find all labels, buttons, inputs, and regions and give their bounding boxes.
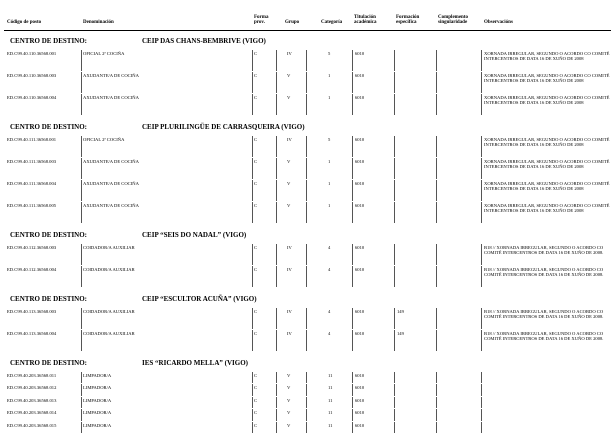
column-divider [352, 158, 353, 179]
cell-grupo: V [287, 95, 291, 100]
cell-tit: 6010 [355, 373, 365, 378]
header-denominacion: Denominación [83, 20, 114, 25]
cell-code: ED.C99.40.203.36568.011 [7, 373, 57, 378]
cell-grupo: V [287, 397, 291, 403]
section-label: CENTRO DE DESTINO: [10, 359, 88, 367]
header-titulacion-line1: Titulación [354, 15, 376, 20]
column-divider [436, 50, 437, 71]
column-divider [352, 136, 353, 157]
cell-grupo: V [287, 73, 291, 78]
column-divider [394, 158, 395, 179]
column-divider [81, 372, 82, 383]
cell-forma: C [254, 159, 258, 164]
column-divider [352, 266, 353, 287]
cell-den: AXUDANTE/A DE COCIÑA [83, 73, 139, 78]
cell-obs: B18 // XORNADA IRREGULAR, SEGUNDO O ACORDO CO COMITÉ INTERCENTROS DE DATA 16 DE XUÑO DE 2008. [484, 245, 604, 255]
cell-tit: 6010 [355, 51, 365, 56]
cell-code: ED.C99.40.110.36568.003 [7, 73, 57, 78]
table-row [0, 266, 615, 288]
column-divider [481, 72, 482, 93]
cell-code: ED.C99.40.113.36568.004 [7, 331, 57, 336]
column-divider [436, 422, 437, 433]
table-row [0, 50, 615, 72]
column-divider [252, 409, 253, 420]
column-divider [81, 330, 82, 351]
table-row [0, 409, 615, 421]
section-label: CENTRO DE DESTINO: [10, 123, 88, 131]
column-divider [276, 244, 277, 265]
section-label: CENTRO DE DESTINO: [10, 37, 88, 45]
table-row [0, 422, 615, 434]
cell-den: OFICIAL 2ª COCIÑA [83, 137, 125, 142]
column-divider [306, 72, 307, 93]
column-divider [436, 202, 437, 223]
column-divider [276, 308, 277, 329]
column-divider [306, 372, 307, 383]
column-divider [252, 136, 253, 157]
cell-code: ED.C99.40.111.36568.001 [7, 137, 57, 142]
cell-tit: 6010 [355, 137, 365, 142]
column-divider [276, 94, 277, 115]
cell-tit: 6010 [355, 159, 365, 164]
cell-grupo: IV [287, 331, 292, 336]
column-divider [352, 409, 353, 420]
column-divider [306, 397, 307, 408]
column-divider [276, 409, 277, 420]
column-divider [252, 180, 253, 201]
column-divider [436, 158, 437, 179]
cell-den: COIDADOR/A AUXILIAR [83, 245, 135, 250]
cell-obs: B18 // XORNADA IRREGULAR, SEGUNDO O ACORDO CO COMITÉ INTERCENTROS DE DATA 16 DE XUÑO DE 2008. [484, 331, 604, 341]
column-divider [252, 397, 253, 408]
header-observaciones: Observacións [484, 20, 513, 25]
column-divider [276, 384, 277, 395]
column-divider [481, 244, 482, 265]
column-divider [81, 180, 82, 201]
column-divider [81, 244, 82, 265]
cell-tit: 6010 [355, 410, 365, 416]
column-divider [252, 50, 253, 71]
cell-code: ED.C99.40.110.36568.004 [7, 95, 57, 100]
cell-tit: 6010 [355, 245, 365, 250]
cell-den: LIMPADOR/A [83, 385, 112, 391]
cell-tit: 6010 [355, 203, 365, 208]
column-divider [306, 384, 307, 395]
cell-obs: XORNADA IRREGULAR, SEGUNDO O ACORDO CO COMITÉ INTERCENTROS DE DATA 16 DE XUÑO DE 2008 [484, 137, 610, 147]
header-forma-line2: prov. [254, 20, 265, 25]
table-row [0, 202, 615, 224]
cell-tit: 6010 [355, 331, 365, 336]
column-divider [394, 180, 395, 201]
column-divider [252, 266, 253, 287]
cell-cat: 11 [328, 397, 333, 403]
cell-cat: 11 [328, 373, 333, 378]
column-divider [436, 72, 437, 93]
cell-tit: 6010 [355, 397, 365, 403]
column-divider [81, 94, 82, 115]
column-divider [306, 244, 307, 265]
column-divider [81, 266, 82, 287]
cell-grupo: V [287, 181, 291, 186]
section-header [0, 118, 615, 132]
column-divider [436, 136, 437, 157]
column-divider [81, 422, 82, 433]
column-divider [394, 422, 395, 433]
table-row [0, 384, 615, 396]
cell-grupo: V [287, 385, 291, 391]
cell-forma: C [254, 422, 258, 428]
cell-forma: C [254, 73, 258, 78]
column-divider [276, 180, 277, 201]
column-divider [436, 330, 437, 351]
cell-den: COIDADOR/A AUXILIAR [83, 331, 135, 336]
cell-code: ED.C99.40.111.36568.005 [7, 203, 57, 208]
column-divider [276, 136, 277, 157]
cell-den: AXUDANTE/A DE COCIÑA [83, 95, 139, 100]
section-header [0, 290, 615, 304]
cell-code: ED.C99.40.111.36568.004 [7, 181, 57, 186]
column-divider [252, 422, 253, 433]
column-divider [436, 397, 437, 408]
section-center-name: CEIP DAS CHANS-BEMBRIVE (VIGO) [142, 37, 266, 45]
section-header [0, 32, 615, 46]
column-divider [436, 384, 437, 395]
column-divider [306, 136, 307, 157]
column-divider [352, 422, 353, 433]
cell-forma: C [254, 95, 258, 100]
cell-cat: 4 [328, 245, 331, 250]
column-divider [276, 202, 277, 223]
cell-cat: 1 [328, 203, 331, 208]
cell-cat: 5 [328, 137, 331, 142]
cell-code: ED.C99.40.112.36568.004 [7, 267, 57, 272]
cell-obs: XORNADA IRREGULAR, SEGUNDO O ACORDO CO COMITÉ INTERCENTROS DE DATA 16 DE XUÑO DE 2008 [484, 95, 610, 105]
cell-grupo: V [287, 422, 291, 428]
column-divider [276, 266, 277, 287]
column-divider [252, 244, 253, 265]
column-divider [436, 409, 437, 420]
column-divider [252, 94, 253, 115]
cell-cat: 1 [328, 73, 331, 78]
table-row [0, 308, 615, 330]
column-divider [81, 397, 82, 408]
column-divider [81, 136, 82, 157]
cell-den: AXUDANTE/A DE COCIÑA [83, 203, 139, 208]
column-divider [306, 50, 307, 71]
column-divider [81, 158, 82, 179]
column-divider [481, 202, 482, 223]
column-divider [436, 180, 437, 201]
header-complemento-line2: singularidade [438, 20, 468, 25]
table-row [0, 180, 615, 202]
column-divider [436, 308, 437, 329]
cell-den: AXUDANTE/A DE COCIÑA [83, 159, 139, 164]
cell-cat: 4 [328, 267, 331, 272]
column-divider [481, 330, 482, 351]
column-divider [394, 50, 395, 71]
cell-den: LIMPADOR/A [83, 397, 112, 403]
cell-tit: 6010 [355, 73, 365, 78]
cell-code: ED.C99.40.203.36568.015 [7, 422, 57, 428]
column-divider [352, 202, 353, 223]
cell-grupo: V [287, 410, 291, 416]
column-divider [276, 330, 277, 351]
column-divider [352, 94, 353, 115]
column-divider [306, 266, 307, 287]
column-divider [252, 158, 253, 179]
cell-forma: C [254, 203, 258, 208]
cell-tit: 6010 [355, 267, 365, 272]
cell-tit: 6010 [355, 309, 365, 314]
cell-cat: 4 [328, 309, 331, 314]
column-divider [352, 244, 353, 265]
column-divider [252, 308, 253, 329]
cell-grupo: V [287, 159, 291, 164]
cell-obs: B18 // XORNADA IRREGULAR, SEGUNDO O ACORDO CO COMITÉ INTERCENTROS DE DATA 16 DE XUÑO DE 2008. [484, 309, 604, 319]
column-divider [252, 202, 253, 223]
column-divider [481, 158, 482, 179]
column-divider [481, 409, 482, 420]
table-row [0, 136, 615, 158]
column-divider [276, 422, 277, 433]
column-divider [481, 422, 482, 433]
cell-obs: XORNADA IRREGULAR, SEGUNDO O ACORDO CO COMITÉ INTERCENTROS DE DATA 16 DE XUÑO DE 2008 [484, 159, 610, 169]
column-divider [306, 94, 307, 115]
column-divider [276, 372, 277, 383]
column-divider [352, 372, 353, 383]
column-divider [481, 397, 482, 408]
column-divider [306, 422, 307, 433]
cell-cat: 4 [328, 331, 331, 336]
table-row [0, 330, 615, 352]
column-divider [352, 308, 353, 329]
column-divider [81, 72, 82, 93]
cell-den: LIMPADOR/A [83, 422, 112, 428]
section-center-name: CEIP “SEIS DO NADAL” (VIGO) [142, 231, 247, 239]
cell-obs: XORNADA IRREGULAR, SEGUNDO O ACORDO CO COMITÉ INTERCENTROS DE DATA 16 DE XUÑO DE 2008 [484, 73, 610, 83]
cell-forma: C [254, 309, 258, 314]
cell-tit: 6010 [355, 385, 365, 391]
header-titulacion-line2: académica [354, 20, 377, 25]
cell-forma: C [254, 397, 258, 403]
cell-code: ED.C99.40.203.36568.012 [7, 385, 57, 391]
header-codigo: Código de posto [7, 20, 42, 25]
cell-obs: XORNADA IRREGULAR, SEGUNDO O ACORDO CO COMITÉ INTERCENTROS DE DATA 16 DE XUÑO DE 2008 [484, 181, 610, 191]
cell-cat: 1 [328, 95, 331, 100]
column-divider [394, 266, 395, 287]
column-divider [352, 72, 353, 93]
cell-den: LIMPADOR/A [83, 373, 112, 378]
column-divider [481, 136, 482, 157]
column-divider [394, 409, 395, 420]
table-row [0, 72, 615, 94]
header-grupo: Grupo [285, 20, 300, 25]
cell-forma: C [254, 373, 258, 378]
column-divider [81, 384, 82, 395]
table-row [0, 158, 615, 180]
cell-forma: C [254, 267, 258, 272]
column-divider [394, 72, 395, 93]
table-row [0, 397, 615, 409]
column-divider [352, 330, 353, 351]
section-header [0, 226, 615, 240]
column-divider [394, 308, 395, 329]
column-divider [81, 409, 82, 420]
cell-code: ED.C99.40.203.36568.014 [7, 410, 57, 416]
cell-den: AXUDANTE/A DE COCIÑA [83, 181, 139, 186]
cell-code: ED.C99.40.110.36568.001 [7, 51, 57, 56]
cell-obs: XORNADA IRREGULAR, SEGUNDO O ACORDO CO COMITÉ INTERCENTROS DE DATA 16 DE XUÑO DE 2008 [484, 51, 610, 61]
column-divider [394, 330, 395, 351]
cell-forma: C [254, 181, 258, 186]
column-divider [276, 397, 277, 408]
column-divider [306, 158, 307, 179]
column-divider [481, 266, 482, 287]
column-divider [276, 72, 277, 93]
cell-forma: C [254, 51, 258, 56]
cell-code: ED.C99.40.113.36568.003 [7, 309, 57, 314]
table-row [0, 372, 615, 384]
table-header [0, 10, 615, 32]
column-divider [252, 330, 253, 351]
column-divider [481, 308, 482, 329]
column-divider [276, 158, 277, 179]
cell-den: COIDADOR/A AUXILIAR [83, 309, 135, 314]
column-divider [394, 94, 395, 115]
column-divider [252, 72, 253, 93]
column-divider [394, 136, 395, 157]
column-divider [352, 180, 353, 201]
header-categoria: Categoría [321, 20, 343, 25]
section-label: CENTRO DE DESTINO: [10, 295, 88, 303]
column-divider [81, 308, 82, 329]
column-divider [276, 50, 277, 71]
column-divider [352, 397, 353, 408]
section-center-name: IES “RICARDO MELLA” (VIGO) [142, 359, 248, 367]
cell-form: 149 [397, 309, 404, 314]
cell-cat: 1 [328, 159, 331, 164]
column-divider [436, 94, 437, 115]
column-divider [394, 202, 395, 223]
cell-grupo: V [287, 373, 291, 378]
column-divider [481, 372, 482, 383]
column-divider [481, 180, 482, 201]
header-formacion-line2: específica [396, 20, 417, 25]
cell-cat: 11 [328, 422, 333, 428]
cell-cat: 5 [328, 51, 331, 56]
column-divider [306, 308, 307, 329]
header-rule [4, 30, 611, 31]
column-divider [436, 244, 437, 265]
cell-den: COIDADOR/A AUXILIAR [83, 267, 135, 272]
cell-code: ED.C99.40.112.36568.003 [7, 245, 57, 250]
column-divider [306, 180, 307, 201]
section-center-name: CEIP PLURILINGÜE DE CARRASQUEIRA (VIGO) [142, 123, 305, 131]
column-divider [306, 409, 307, 420]
cell-forma: C [254, 331, 258, 336]
cell-grupo: IV [287, 137, 292, 142]
cell-grupo: IV [287, 267, 292, 272]
cell-form: 149 [397, 331, 404, 336]
cell-grupo: V [287, 203, 291, 208]
cell-cat: 1 [328, 181, 331, 186]
column-divider [81, 202, 82, 223]
column-divider [252, 384, 253, 395]
cell-grupo: IV [287, 309, 292, 314]
table-row [0, 244, 615, 266]
cell-grupo: IV [287, 245, 292, 250]
column-divider [481, 384, 482, 395]
cell-cat: 11 [328, 385, 333, 391]
header-complemento-line1: Complemento [438, 15, 468, 20]
cell-den: LIMPADOR/A [83, 410, 112, 416]
column-divider [306, 202, 307, 223]
cell-tit: 6010 [355, 95, 365, 100]
header-forma-line1: Forma [254, 15, 269, 20]
section-header [0, 354, 615, 368]
cell-grupo: IV [287, 51, 292, 56]
table-row [0, 94, 615, 116]
column-divider [352, 384, 353, 395]
section-center-name: CEIP “ESCULTOR ACUÑA” (VIGO) [142, 295, 257, 303]
column-divider [306, 330, 307, 351]
cell-forma: C [254, 385, 258, 391]
cell-obs: B18 // XORNADA IRREGULAR, SEGUNDO O ACORDO CO COMITÉ INTERCENTROS DE DATA 16 DE XUÑO DE 2008. [484, 267, 604, 277]
cell-forma: C [254, 137, 258, 142]
column-divider [394, 384, 395, 395]
header-formacion-line1: Formación [396, 15, 420, 20]
cell-forma: C [254, 245, 258, 250]
cell-code: ED.C99.40.111.36568.003 [7, 159, 57, 164]
column-divider [436, 266, 437, 287]
cell-cat: 11 [328, 410, 333, 416]
column-divider [481, 94, 482, 115]
column-divider [436, 372, 437, 383]
column-divider [394, 372, 395, 383]
column-divider [481, 50, 482, 71]
column-divider [394, 397, 395, 408]
cell-forma: C [254, 410, 258, 416]
cell-code: ED.C99.40.203.36568.013 [7, 397, 57, 403]
section-label: CENTRO DE DESTINO: [10, 231, 88, 239]
column-divider [252, 372, 253, 383]
column-divider [352, 50, 353, 71]
cell-obs: XORNADA IRREGULAR, SEGUNDO O ACORDO CO COMITÉ INTERCENTROS DE DATA 16 DE XUÑO DE 2008 [484, 203, 610, 213]
cell-den: OFICIAL 2ª COCIÑA [83, 51, 125, 56]
column-divider [394, 244, 395, 265]
cell-tit: 6010 [355, 422, 365, 428]
cell-tit: 6010 [355, 181, 365, 186]
column-divider [81, 50, 82, 71]
